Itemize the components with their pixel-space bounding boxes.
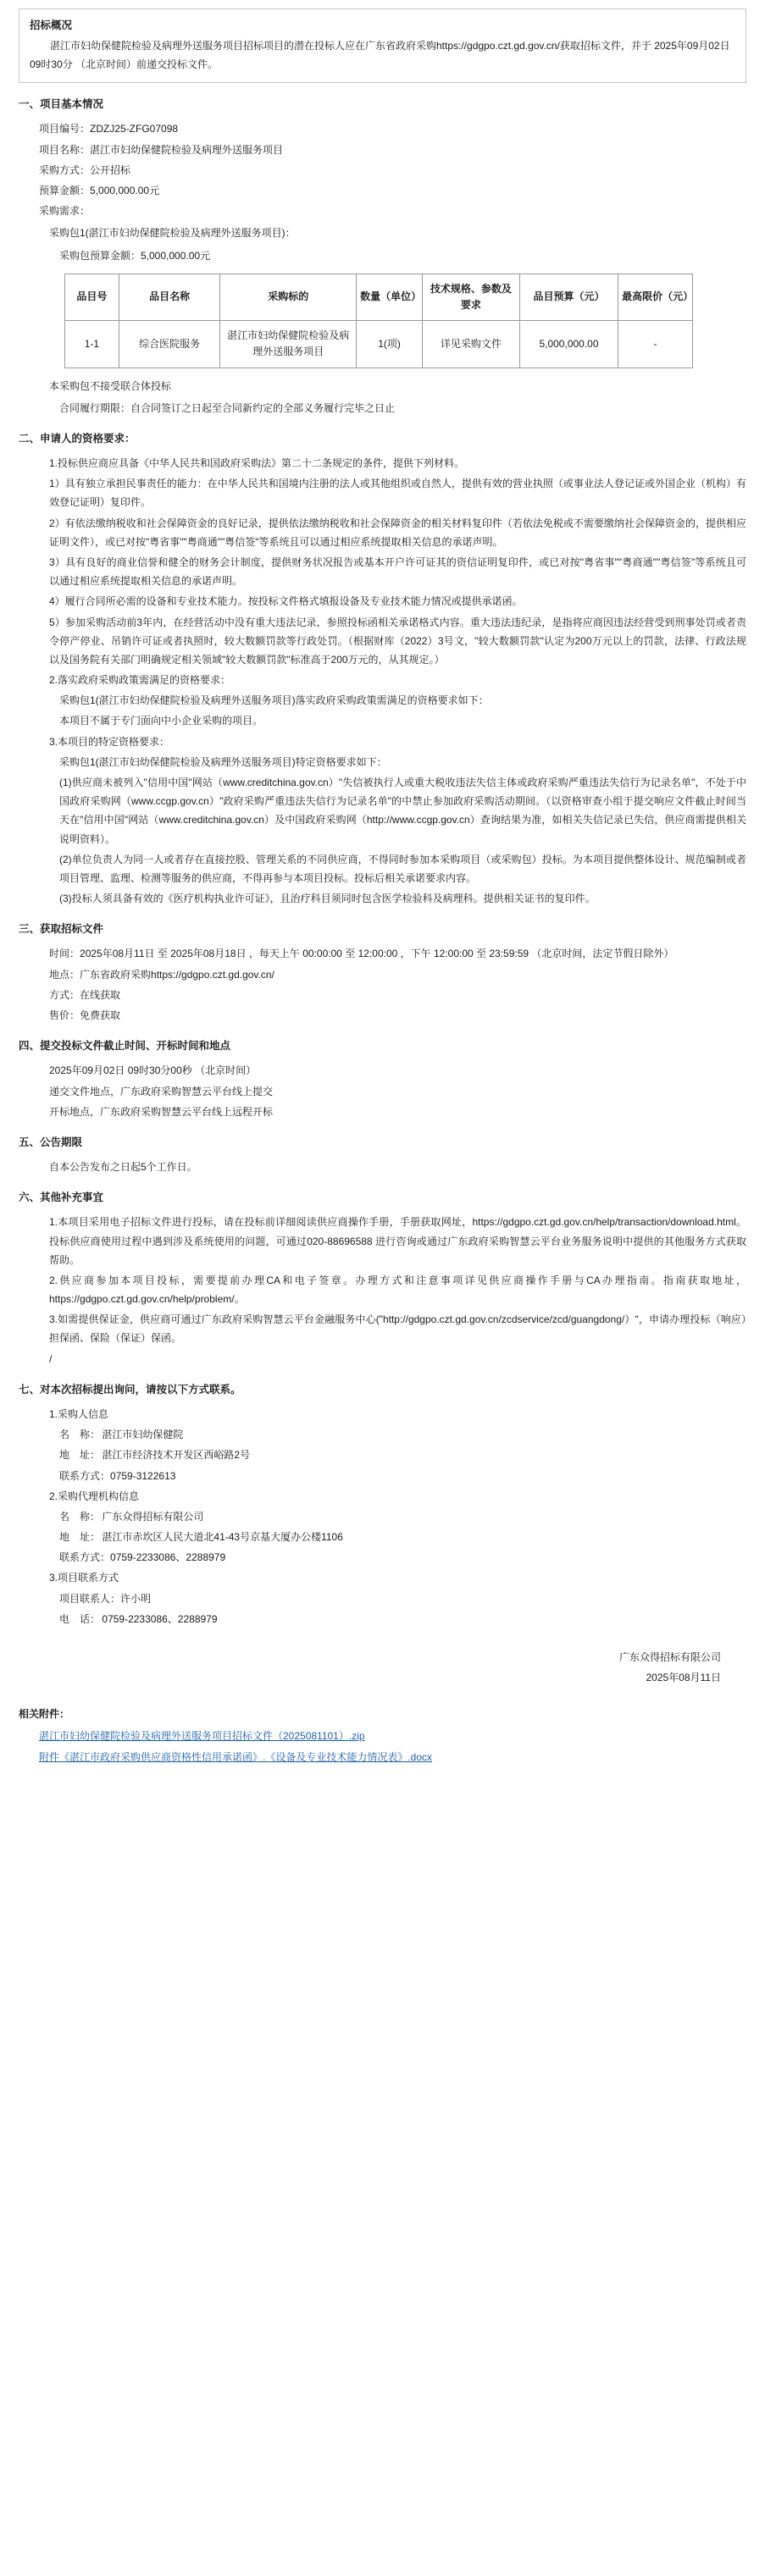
other-p1: 1.本项目采用电子招标文件进行投标，请在投标前详细阅读供应商操作手册，手册获取网址，https://gdgpo.czt.gd.gov.cn/help/transaction/download.html。投标供应商使用过程中遇到涉及系统使用的问题，可通过020-88696588 进行咨询或通过广东政府采购智慧云平台业务服务说明中提供的其他服务方式获取帮助。	[49, 1216, 746, 1266]
project-name-label: 项目名称：	[39, 143, 91, 156]
section-heading-qualification: 二、申请人的资格要求：	[19, 432, 136, 445]
get-doc-price-row	[49, 1006, 746, 1025]
purchase-method-row	[39, 161, 746, 180]
section-heading-other-matters: 六、其他补充事宜	[19, 1191, 104, 1204]
get-doc-price-label: 售价：	[49, 1009, 80, 1021]
bid-submit-place: 递交文件地点，广东政府采购智慧云平台线上提交	[49, 1085, 274, 1097]
agency-name-row	[59, 1507, 746, 1526]
agency-phone-value: 0759-2233086、2288979	[110, 1551, 226, 1564]
project-name-value: 湛江市妇幼保健院检验及病理外送服务项目	[90, 143, 284, 156]
section-heading-contacts: 七、对本次招标提出询问，请按以下方式联系。	[19, 1383, 241, 1396]
qual-p1: 1.投标供应商应具备《中华人民共和国政府采购法》第二十二条规定的条件，提供下列材料。	[49, 457, 465, 469]
th-max-price: 最高限价（元）	[618, 274, 693, 320]
qual-p9: 本项目不属于专门面向中小企业采购的项目。	[59, 715, 263, 727]
agency-phone-label: 联系方式：	[59, 1551, 111, 1564]
th-spec: 技术规格、参数及要求	[422, 274, 519, 320]
attachment-link-2[interactable]: 附件《湛江市政府采购供应商资格性信用承诺函》.《设备及专业技术能力情况表》.docx	[39, 1751, 433, 1764]
bid-deadline-value: 2025年09月02日 09时30分00秒 （北京时间）	[49, 1064, 257, 1077]
contact-group-purchaser-title: 1.采购人信息	[49, 1407, 109, 1420]
get-doc-time-value: 2025年08月11日 至 2025年08月18日 ，每天上午 00:00:00 至 12:00:00 ，下午 12:00:00 至 23:59:59 （北京时间，法定节假日除外）	[80, 948, 674, 960]
purchaser-phone-value: 0759-3122613	[110, 1469, 176, 1482]
budget-value: 5,000,000.00元	[90, 185, 160, 196]
section-heading-bid-deadline: 四、提交投标文件截止时间、开标时间和地点	[19, 1040, 231, 1053]
qual-p3: 2）有依法缴纳税收和社会保障资金的良好记录，提供依法缴纳税收和社会保障资金的相关材料复印件（若依法免税或不需要缴纳社会保障资金的，提供相应证明文件），或已对按"粤省事""粤商通""粤信签"等系统且可以通过相应系统提取相关信息的承诺声明。	[49, 517, 746, 548]
th-budget: 品目预算（元）	[519, 274, 618, 320]
qual-p7: 2.落实政府采购政策需满足的资格要求：	[49, 674, 231, 687]
purchase-method-value: 公开招标	[90, 163, 131, 176]
summary-text: 湛江市妇幼保健院检验及病理外送服务项目招标项目的潜在投标人应在广东省政府采购https://gdgpo.czt.gd.gov.cn/获取招标文件，并于 2025年09月02日 09时30分 （北京时间）前递交投标文件。	[30, 40, 730, 70]
project-contact-value: 许小明	[120, 1592, 152, 1605]
get-doc-time-row	[49, 944, 746, 963]
agency-address-label: 地 址：	[59, 1531, 101, 1544]
contact-group-agency-title: 2.采购代理机构信息	[49, 1490, 140, 1502]
budget-row	[39, 181, 746, 200]
project-phone-value: 0759-2233086、2288979	[102, 1612, 218, 1625]
cell-budget: 5,000,000.00	[519, 321, 618, 368]
summary-box	[19, 8, 746, 83]
agency-name-label: 名 称：	[59, 1510, 101, 1523]
th-quantity: 数量（单位）	[357, 274, 423, 320]
agency-phone-row	[59, 1548, 746, 1567]
section-heading-get-documents: 三、获取招标文件	[19, 923, 104, 936]
agency-name-value: 广东众得招标有限公司	[102, 1510, 204, 1523]
attachment-link-1[interactable]: 湛江市妇幼保健院检验及病理外送服务项目招标文件（2025081101）.zip	[39, 1730, 365, 1743]
cell-subject: 湛江市妇幼保健院检验及病理外送服务项目	[220, 321, 357, 368]
qual-p14: (3)投标人须具备有效的《医疗机构执业许可证》，且治疗科目须同时包含医学检验科及病理科。提供相关证书的复印件。	[59, 893, 596, 905]
bid-open-place: 开标地点，广东政府采购智慧云平台线上远程开标	[49, 1105, 274, 1118]
purchaser-address-value: 湛江市经济技术开发区西峪路2号	[102, 1449, 251, 1462]
get-doc-place-value: 广东省政府采购https://gdgpo.czt.gd.gov.cn/	[80, 968, 274, 981]
table-row	[65, 321, 693, 368]
get-doc-time-label: 时间：	[49, 948, 80, 960]
signature-company: 广东众得招标有限公司	[618, 1651, 721, 1663]
purchase-method-label: 采购方式：	[39, 163, 91, 176]
items-table	[64, 274, 693, 368]
package-note-contract-period: 合同履行期限：自合同签订之日起至合同新约定的全部义务履行完毕之日止	[59, 401, 396, 414]
qual-p4: 3）具有良好的商业信誉和健全的财务会计制度，提供财务状况报告或基本开户许可证其的资信证明复印件，或已对按"粤省事""粤商通""粤信签"等系统且可以通过相应系统提取相关信息的承诺声明。	[49, 556, 746, 588]
get-doc-method-label: 方式：	[49, 988, 80, 1001]
package-note-no-consortium: 本采购包不接受联合体投标	[49, 379, 172, 392]
purchaser-name-value: 湛江市妇幼保健院	[102, 1429, 184, 1441]
purchaser-phone-label: 联系方式：	[59, 1469, 111, 1482]
purchaser-address-row	[59, 1446, 746, 1464]
qual-p10: 3.本项目的特定资格要求：	[49, 735, 170, 748]
project-contact-row	[59, 1589, 746, 1608]
cell-spec: 详见采购文件	[422, 321, 519, 368]
notice-period-text: 自本公告发布之日起5个工作日。	[49, 1161, 197, 1173]
purchaser-phone-row	[59, 1467, 746, 1485]
section-heading-basic-info: 一、项目基本情况	[19, 98, 104, 111]
cell-item-name: 综合医院服务	[119, 321, 220, 368]
project-phone-label: 电 话：	[59, 1612, 101, 1625]
project-no-label: 项目编号：	[39, 123, 91, 135]
project-name-row	[39, 141, 746, 159]
cell-quantity: 1(项)	[357, 321, 423, 368]
qual-p2: 1）具有独立承担民事责任的能力：在中华人民共和国境内注册的法人或其他组织或自然人，提供有效的营业执照（或事业法人登记证或外国企业（机构）有效登记证明）复印件。	[49, 478, 746, 509]
agency-address-row	[59, 1528, 746, 1546]
get-doc-place-row	[49, 965, 746, 984]
qual-p6: 5）参加采购活动前3年内，在经营活动中没有重大违法记录，参照投标函相关承诺格式内容。重大违法违纪录，是指将应商因违法经营受到刑事处罚或者责令停产停业、吊销许可证或者执照时，较大数额罚款等行政处罚。（根据财库（2022）3号文，"较大数额罚款"认定为200万元以上的罚款，法律、行政法规以及国务院有关部门明确规定相关领域"较大数额罚款"标准高于200万元的，从其规定。）	[49, 616, 746, 666]
other-p3: 3.如需提供保证金，供应商可通过广东政府采购智慧云平台金融服务中心("http://gdgpo.czt.gd.gov.cn/zcdservice/zcd/guangdong/）"，申请办理投标（响应）担保函、保险（保证）保函。	[49, 1313, 746, 1345]
contact-group-project-title: 3.项目联系方式	[49, 1572, 119, 1584]
section-heading-notice-period: 五、公告期限	[19, 1136, 83, 1148]
purchaser-address-label: 地 址：	[59, 1449, 101, 1462]
get-doc-method-row	[49, 986, 746, 1004]
get-doc-place-label: 地点：	[49, 968, 80, 981]
qual-p13: (2)单位负责人为同一人或者存在直接控股、管理关系的不同供应商，不得同时参加本采购项目（或采购包）投标。为本项目提供整体设计、规范编制或者项目管理、监理、检测等服务的供应商，不得再参与本项目投标。投标后相关承诺要求内容。	[59, 853, 746, 884]
signature-area	[19, 1647, 721, 1688]
demand-label: 采购需求：	[39, 205, 91, 218]
purchaser-name-row	[59, 1425, 746, 1444]
summary-title: 招标概况	[30, 19, 73, 31]
th-item-name: 品目名称	[119, 274, 220, 320]
qual-p8: 采购包1(湛江市妇幼保健院检验及病理外送服务项目)落实政府采购政策需满足的资格要求如下：	[59, 694, 489, 707]
signature-date: 2025年08月11日	[646, 1672, 721, 1683]
qual-p11: 采购包1(湛江市妇幼保健院检验及病理外送服务项目)特定资格要求如下：	[59, 755, 387, 768]
get-doc-method-value: 在线获取	[80, 988, 121, 1001]
package-budget-line: 采购包预算金额：5,000,000.00元	[59, 249, 211, 262]
th-subject: 采购标的	[220, 274, 357, 320]
table-header-row	[65, 274, 693, 320]
project-no-value: ZDZJ25-ZFG07098	[90, 123, 179, 135]
purchaser-name-label: 名 称：	[59, 1429, 101, 1441]
project-contact-label: 项目联系人：	[59, 1592, 121, 1605]
agency-address-value: 湛江市赤坎区人民大道北41-43号京基大厦办公楼1106	[102, 1531, 343, 1544]
cell-max-price: -	[618, 321, 693, 368]
project-phone-row	[59, 1610, 746, 1628]
qual-p5: 4）履行合同所必需的设备和专业技术能力。按投标文件格式填报设备及专业技术能力情况或提供承诺函。	[49, 595, 523, 608]
demand-row	[39, 202, 746, 220]
qual-p12: (1)供应商未被列入"信用中国"网站（www.creditchina.gov.cn）"失信被执行人或重大税收违法失信主体或政府采购严重违法失信行为记录名单"，不处于中国政府采购网（www.ccgp.gov.cn）"政府采购严重违法失信行为记录名单"的中禁止参加政府采购活动期间。（以资格审查小组于提交响应文件截止时间当天在"信用中国"网站（www.creditchina.gov.cn）及中国政府采购网（http://www.ccgp.gov.cn）查询结果为准，如相关失信记录已失信，供应商需提供相关说明资料）。	[59, 777, 746, 845]
attachments-title: 相关附件：	[19, 1708, 70, 1720]
budget-label: 预算金额：	[39, 185, 91, 196]
get-doc-price-value: 免费获取	[80, 1009, 121, 1021]
cell-item-no: 1-1	[65, 321, 119, 368]
project-no-row	[39, 119, 746, 138]
th-item-no: 品目号	[65, 274, 119, 320]
other-p4: /	[49, 1352, 53, 1365]
package-line: 采购包1(湛江市妇幼保健院检验及病理外送服务项目)：	[49, 227, 296, 240]
other-p2: 2.供应商参加本项目投标，需要提前办理CA和电子签章。办理方式和注意事项详见供应商操作手册与CA办理指南。指南获取地址，https://gdgpo.czt.gd.gov.cn/help/problem/。	[49, 1274, 746, 1306]
